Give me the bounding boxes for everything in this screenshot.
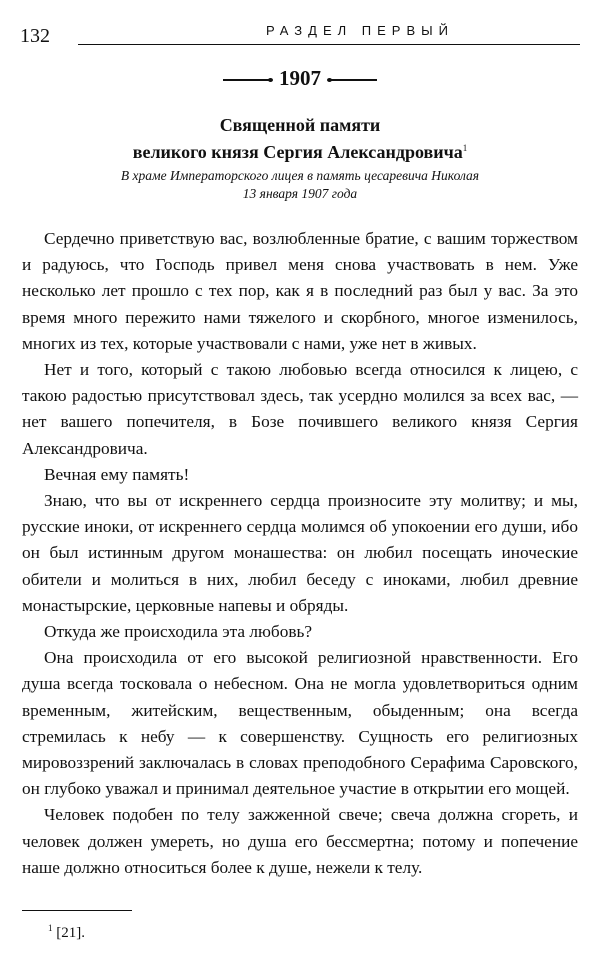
paragraph: Человек подобен по телу зажженной свече; свеча должна сгореть, и человек должен умереть, но душа его бессмертна; потому и попечение наше должно относиться более к душе, нежели к телу. xyxy=(22,805,578,877)
paragraph: Вечная ему память! xyxy=(44,464,190,484)
year-heading xyxy=(0,64,600,92)
title-footnote-marker: 1 xyxy=(462,143,468,153)
subtitle-line-2: 13 января 1907 года xyxy=(242,186,358,201)
paragraph: Откуда же происходила эта любовь? xyxy=(44,622,313,642)
subtitle-line-1: В храме Императорского лицея в память цесаревича Николая xyxy=(120,168,480,183)
page-number: 132 xyxy=(20,25,50,47)
running-title: РАЗДЕЛ ПЕРВЫЙ xyxy=(230,22,490,40)
header-rule xyxy=(78,44,580,45)
paragraph: Она происходила от его высокой религиозной нравственности. Его душа всегда тосковала о небесном. Она не могла удовлетвориться одним временным, житейским, вещественным, обыденным; она всегда стремилась к небу — к совершенству. Сущность его религиозных мировоззрений заключалась в словах преподобного Серафима Саровского, он глубоко уважал и принимал деятельное участие в открытии его мощей. xyxy=(22,648,578,799)
title-line-1: Священной памяти xyxy=(219,115,381,135)
title-line-2-text: великого князя Сергия Александровича xyxy=(132,142,463,162)
title-line-2 xyxy=(0,137,600,164)
paragraph: Нет и того, который с такою любовью всегда относился к лицею, с такою радостью присутствовал здесь, так усердно молился за всех вас, — нет вашего попечителя, в Бозе почившего великого князя Сергия Александровича. xyxy=(22,360,578,458)
section-title xyxy=(0,114,600,164)
footnote-marker: 1 xyxy=(48,923,53,933)
footnote xyxy=(48,918,85,943)
footnote-text: [21]. xyxy=(56,925,85,941)
body-text xyxy=(22,226,578,881)
footnote-rule xyxy=(22,910,132,911)
paragraph: Сердечно приветствую вас, возлюбленные братие, с вашим торжеством и радуюсь, что Господь привел меня снова участвовать в нем. Уже несколько лет прошло с тех пор, как я в последний раз был у вас. За это время много пережито нами тяжелого и скорбного, многое изменилось, многих из тех, которые участвовали с нами, уже нет в живых. xyxy=(22,229,578,353)
ornament-dash-left xyxy=(223,79,269,81)
year-text: 1907 xyxy=(279,66,321,90)
section-subtitle xyxy=(0,167,600,203)
ornament-dash-right xyxy=(331,79,377,81)
page-header xyxy=(20,22,580,50)
paragraph: Знаю, что вы от искреннего сердца произносите эту молитву; и мы, русские иноки, от искреннего сердца молимся об упокоении его души, ибо он был истинным другом монашества: он любил посещать иноческие обители и молиться в них, любил беседу с иноками, любил древние монастырские, церковные напевы и обряды. xyxy=(22,491,578,615)
